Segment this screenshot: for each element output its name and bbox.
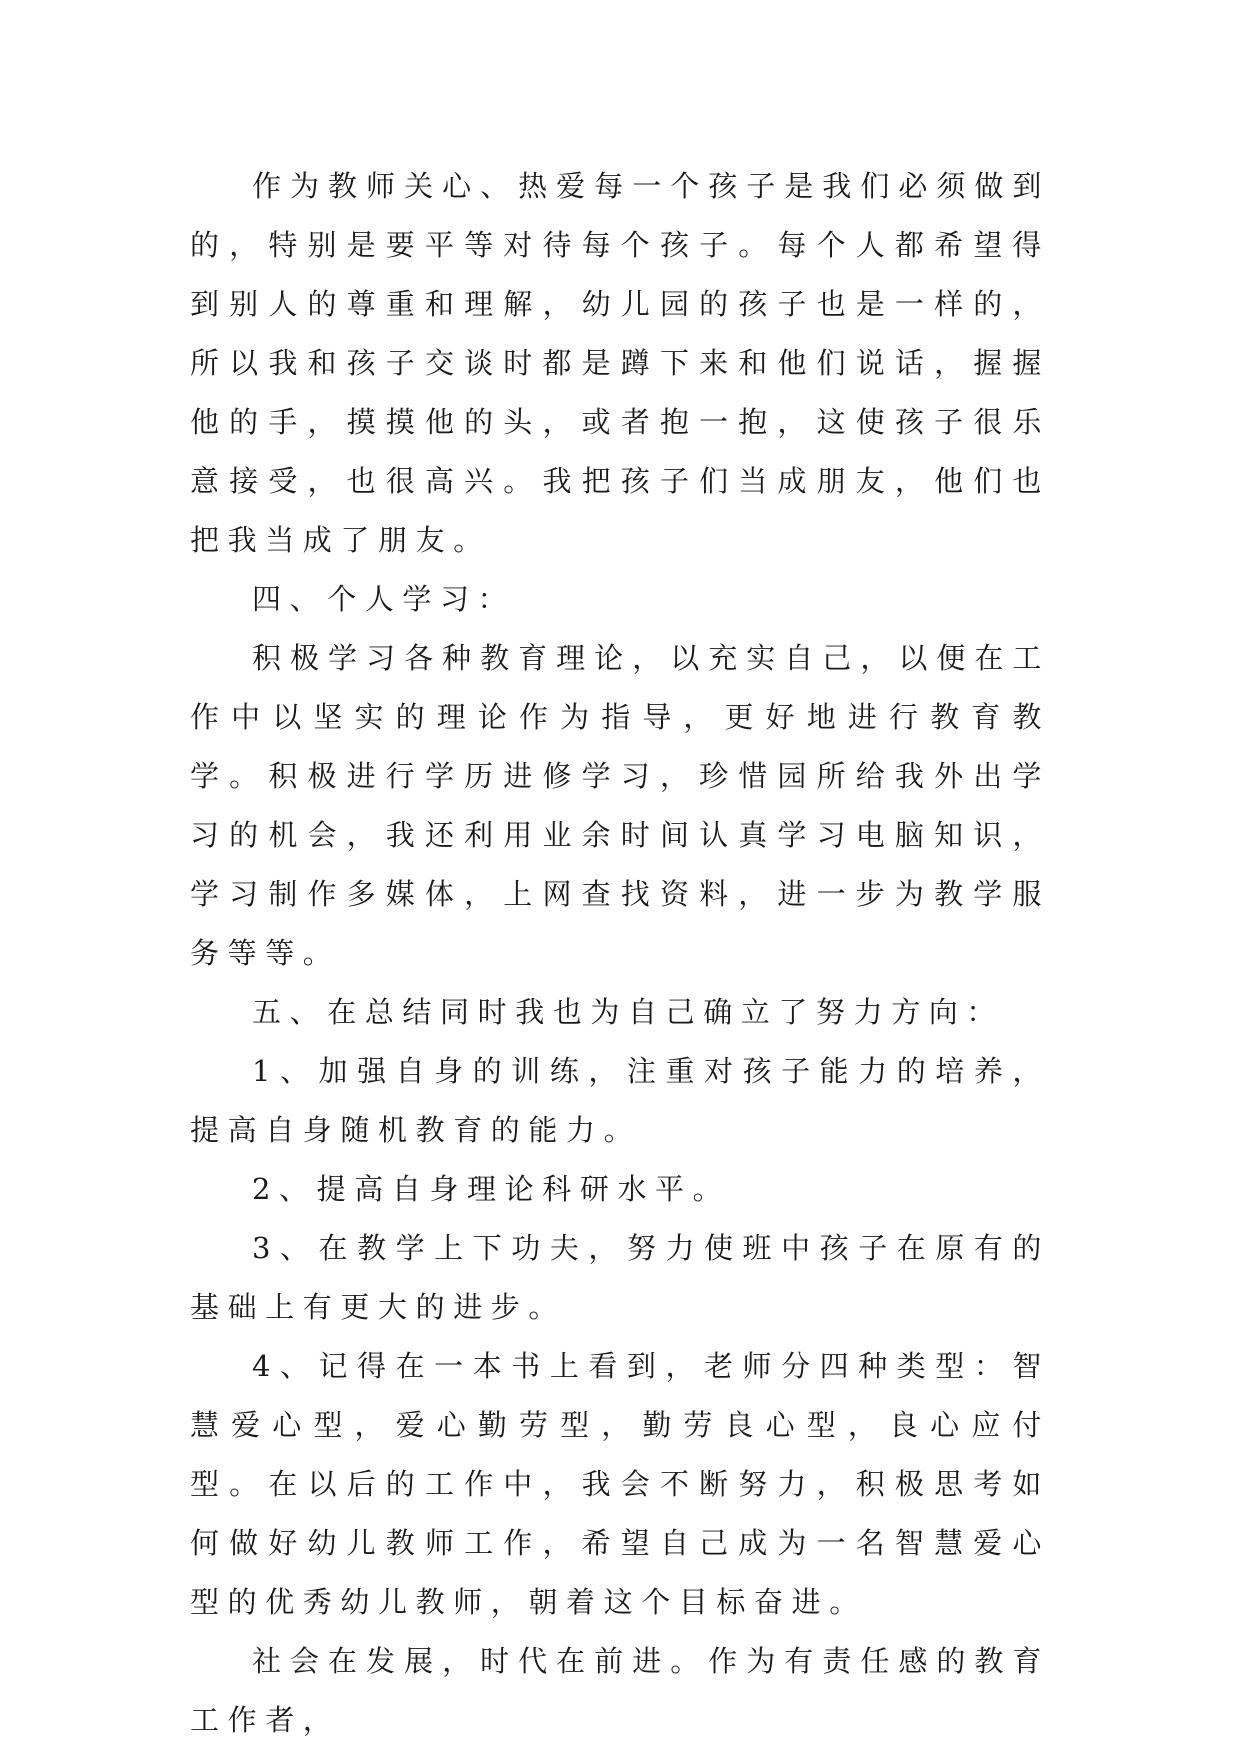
paragraph-study-details: 积极学习各种教育理论，以充实自己，以便在工作中以坚实的理论作为指导，更好地进行教育教学。积极进行学历进修学习，珍惜园所给我外出学习的机会，我还利用业余时间认真学习电脑知识，学习制作多媒体，上网查找资料，进一步为教学服务等等。 [190, 641, 1050, 970]
list-item-2: 2、提高自身理论科研水平。 [252, 1172, 731, 1206]
heading-future-direction: 五、在总结同时我也为自己确立了努力方向： [252, 995, 1005, 1029]
paragraph-caring-for-children: 作为教师关心、热爱每一个孩子是我们必须做到的，特别是要平等对待每个孩子。每个人都希望得到别人的尊重和理解，幼儿园的孩子也是一样的，所以我和孩子交谈时都是蹲下来和他们说话，握握他的手，摸摸他的头，或者抱一抱，这使孩子很乐意接受，也很高兴。我把孩子们当成朋友，他们也把我当成了朋友。 [190, 169, 1050, 557]
list-item-4: 4、记得在一本书上看到，老师分四种类型：智慧爱心型，爱心勤劳型，勤劳良心型，良心应付型。在以后的工作中，我会不断努力，积极思考如何做好幼儿教师工作，希望自己成为一名智慧爱心型的优秀幼儿教师，朝着这个目标奋进。 [190, 1349, 1050, 1619]
list-item-1: 1、加强自身的训练，注重对孩子能力的培养，提高自身随机教育的能力。 [190, 1054, 1050, 1147]
heading-personal-study: 四、个人学习： [252, 582, 516, 616]
list-item-3: 3、在教学上下功夫，努力使班中孩子在原有的基础上有更大的进步。 [190, 1231, 1050, 1324]
document-body [190, 157, 1050, 1750]
paragraph-closing: 社会在发展，时代在前进。作为有责任感的教育工作者， [190, 1644, 1050, 1737]
